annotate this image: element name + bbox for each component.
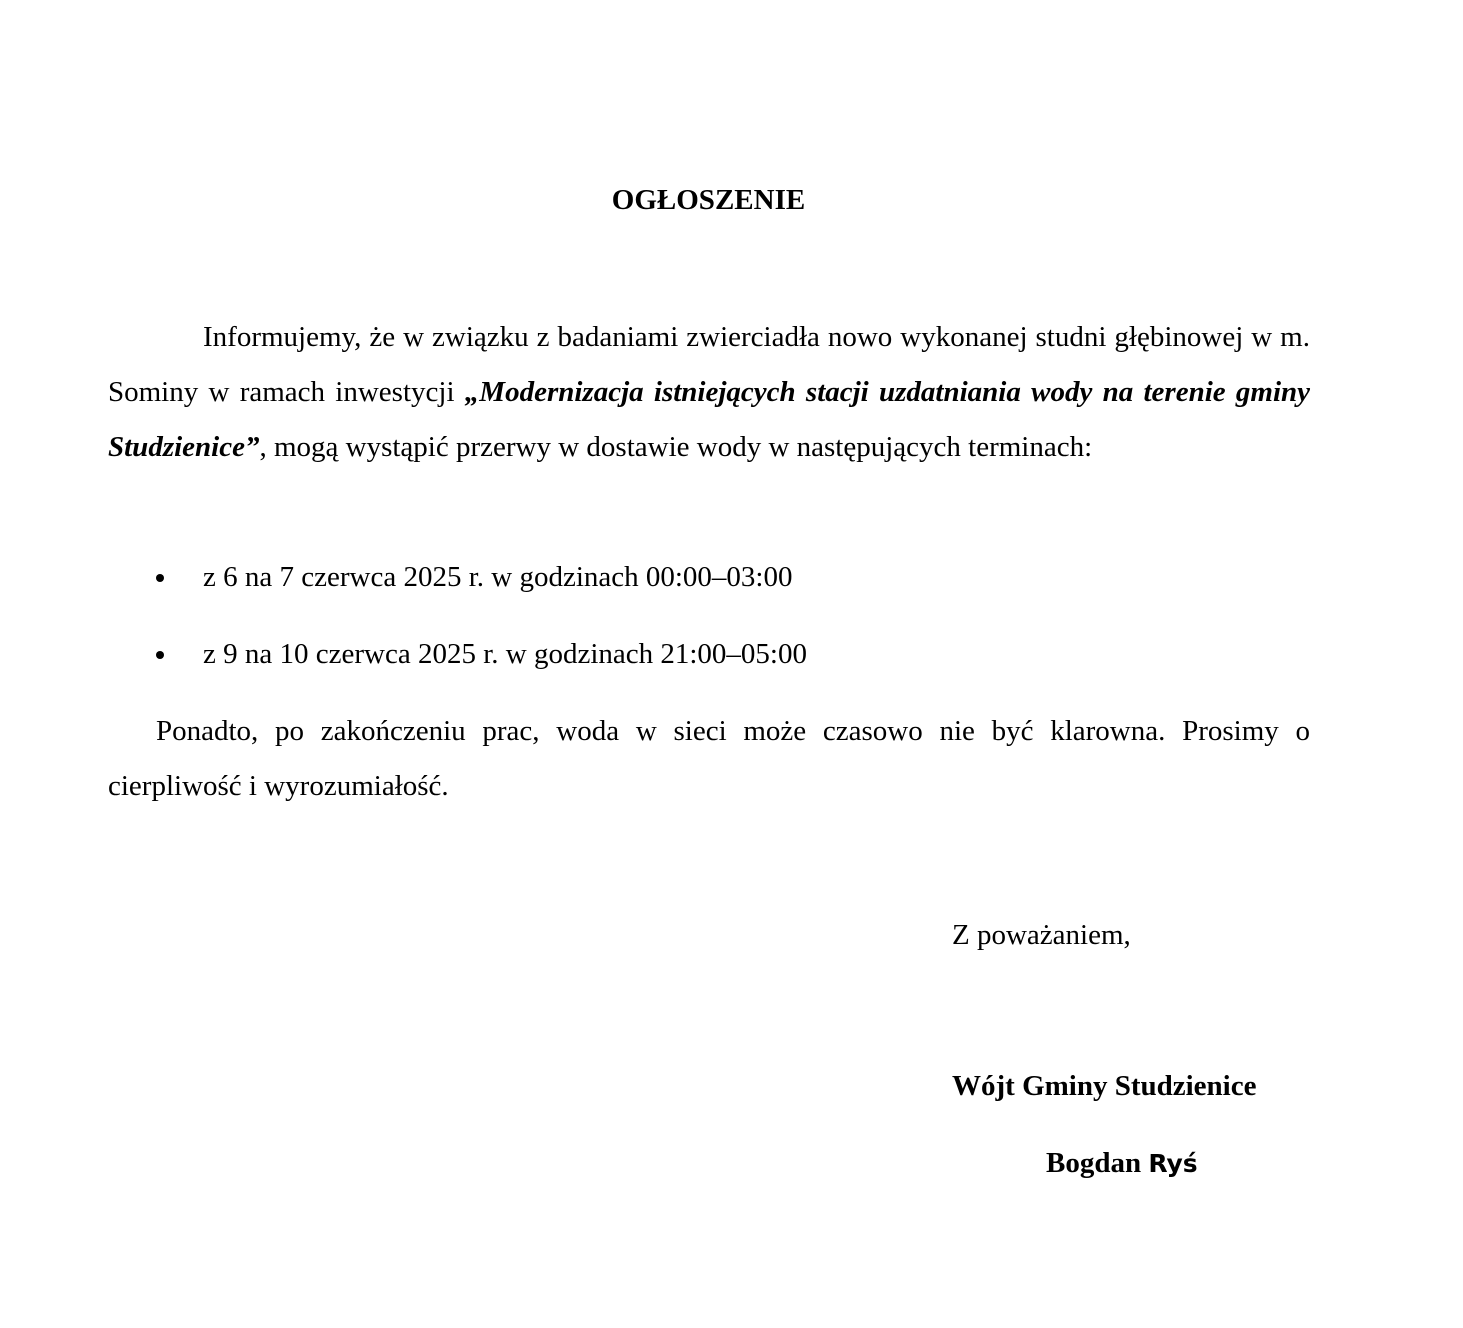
outage-list — [108, 550, 1310, 704]
list-item — [108, 627, 1310, 682]
signatory-title: Wójt Gminy Studzienice — [952, 1070, 1257, 1102]
project-name: „Modernizacja istniejących stacji uzdatniania wody na terenie gminy Studzienice” — [108, 376, 1311, 463]
outage-term: z 6 na 7 czerwca 2025 r. w godzinach 00:00–03:00 — [203, 561, 793, 593]
signatory-name — [1046, 1141, 1198, 1186]
page-title: OGŁOSZENIE — [611, 184, 806, 216]
outage-term: z 9 na 10 czerwca 2025 r. w godzinach 21:00–05:00 — [203, 638, 807, 670]
bullet-icon — [156, 574, 164, 582]
list-item — [108, 550, 1310, 605]
intro-paragraph — [108, 310, 1310, 475]
intro-text-continued: , mogą wystąpić przerwy w dostawie wody w następujących terminach: — [259, 431, 1093, 463]
signatory-first-name: Bogdan — [1046, 1147, 1142, 1179]
notice-paragraph: Ponadto, po zakończeniu prac, woda w sieci może czasowo nie być klarowna. Prosimy o cierpliwość i wyrozumiałość. — [108, 715, 1310, 802]
signatory-last-name: Ryś — [1148, 1149, 1198, 1178]
bullet-icon — [156, 651, 164, 659]
intro-text: Informujemy, że w związku z badaniami zwierciadła nowo wykonanej studni głębinowej w m. Sominy w ramach inwestycji — [108, 321, 1310, 408]
closing-salutation: Z poważaniem, — [952, 919, 1131, 951]
